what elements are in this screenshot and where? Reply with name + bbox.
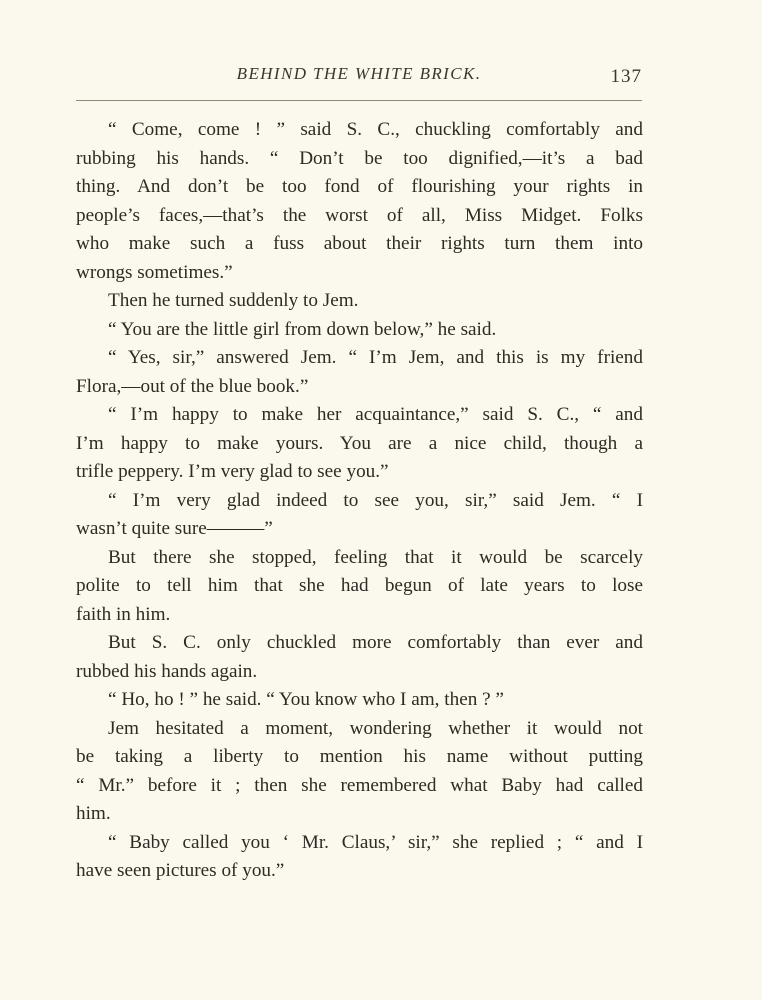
text-line: polite to tell him that she had begun of late years to lose <box>76 575 643 596</box>
text-line: Jem hesitated a moment, wondering whether it would not <box>108 717 643 739</box>
text-line: But there she stopped, feeling that it would be scarcely <box>108 546 643 568</box>
text-line: “ You are the little girl from down below,” he said. <box>108 318 497 340</box>
text-line: “ I’m very glad indeed to see you, sir,” said Jem. “ I <box>108 489 643 511</box>
page-number: 137 <box>610 66 642 87</box>
text-line: who make such a fuss about their rights turn them into <box>76 233 643 254</box>
text-line: Then he turned suddenly to Jem. <box>108 290 359 311</box>
text-line: “ Come, come ! ” said S. C., chuckling comfortably and <box>108 119 643 140</box>
text-line: rubbed his hands again. <box>76 660 258 682</box>
text-line: “ I’m happy to make her acquaintance,” said S. C., “ and <box>108 404 643 425</box>
text-line: “ Baby called you ‘ Mr. Claus,’ sir,” she replied ; “ and I <box>108 831 643 853</box>
text-line: I’m happy to make yours. You are a nice child, though a <box>76 432 643 454</box>
text-line: “ Ho, ho ! ” he said. “ You know who I am, then ? ” <box>108 689 504 710</box>
text-line: wasn’t quite sure———” <box>76 518 273 539</box>
text-line: him. <box>76 803 111 824</box>
text-line: have seen pictures of you.” <box>76 860 285 881</box>
text-line: trifle peppery. I’m very glad to see you.” <box>76 461 389 482</box>
text-line: “ Yes, sir,” answered Jem. “ I’m Jem, and this is my friend <box>108 347 643 368</box>
text-line: rubbing his hands. “ Don’t be too dignified,—it’s a bad <box>76 147 643 169</box>
text-line: Flora,—out of the blue book.” <box>76 375 309 397</box>
text-line: “ Mr.” before it ; then she remembered what Baby had called <box>76 774 643 796</box>
text-line: wrongs sometimes.” <box>76 261 233 283</box>
text-line: But S. C. only chuckled more comfortably than ever and <box>108 632 643 653</box>
running-head <box>76 64 642 92</box>
text-line: people’s faces,—that’s the worst of all, Miss Midget. Folks <box>76 204 643 226</box>
running-title: BEHIND THE WHITE BRICK. <box>236 64 482 83</box>
text-line: be taking a liberty to mention his name without putting <box>76 746 643 767</box>
header-rule <box>76 100 642 101</box>
body-text <box>76 116 643 886</box>
text-line: thing. And don’t be too fond of flourishing your rights in <box>76 176 643 197</box>
text-line: faith in him. <box>76 603 171 625</box>
